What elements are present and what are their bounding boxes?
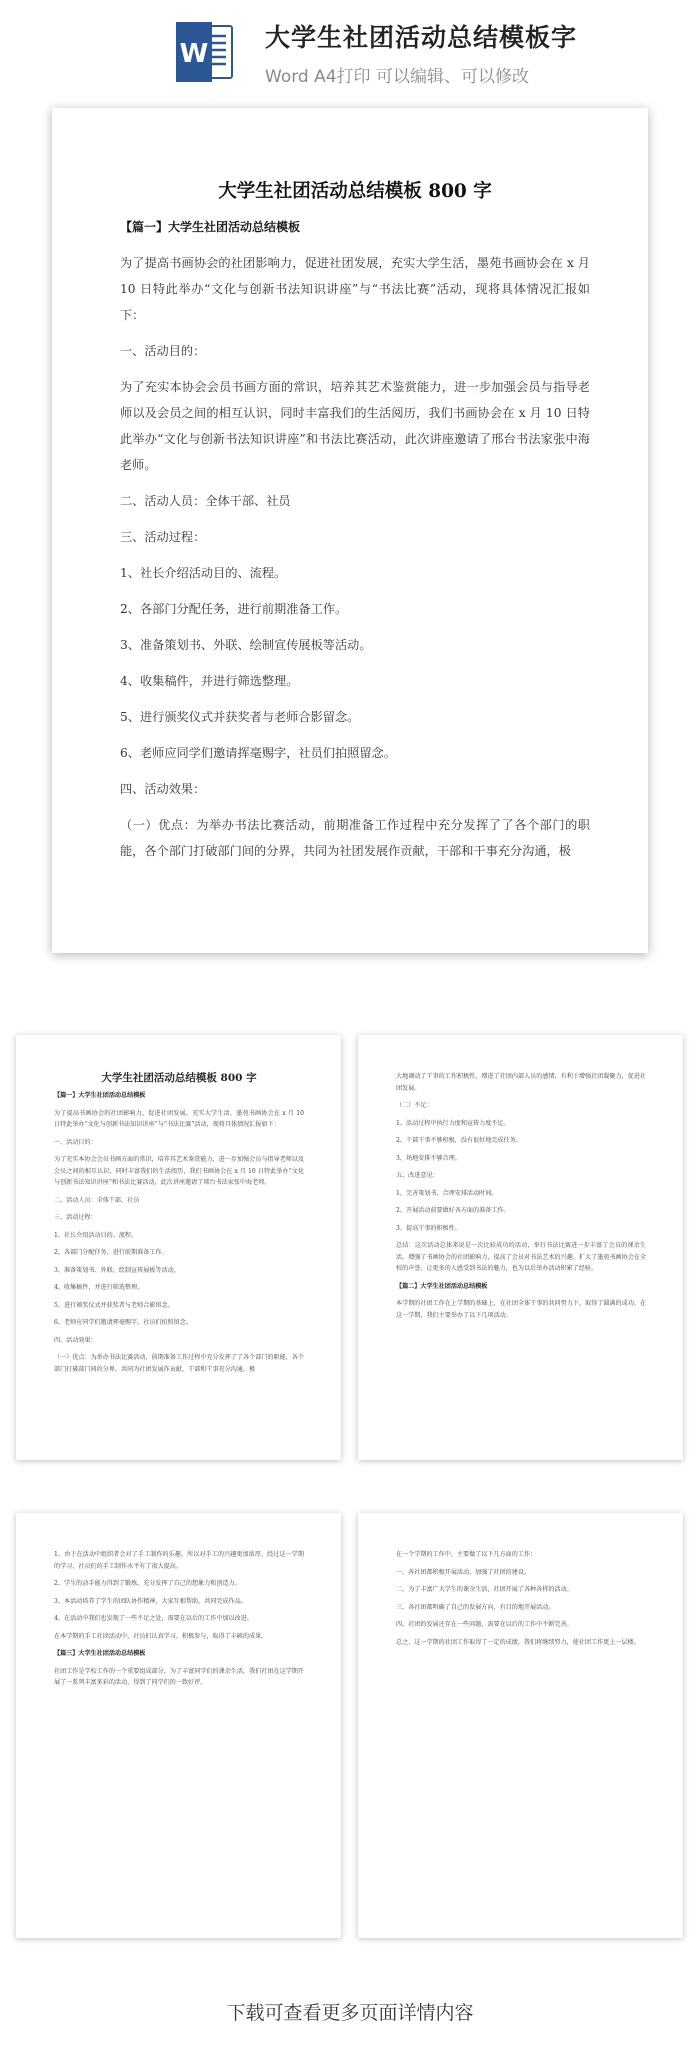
paragraph: 1、活动过程中执行力度和宣传力度不足。 (396, 1119, 510, 1127)
word-icon-letter: W (179, 39, 209, 69)
download-more-link[interactable]: 下载可查看更多页面详情内容 (226, 2002, 474, 2024)
paragraph: 一、活动目的： (120, 344, 206, 358)
header-title: 大学生社团活动总结模板字 (265, 23, 578, 52)
paragraph: 三、活动过程： (54, 1214, 97, 1221)
thumbnail-title: 大学生社团活动总结模板 800 字 (101, 1072, 257, 1084)
paragraph: 5、进行颁奖仪式并获奖者与老师合影留念。 (54, 1301, 174, 1309)
paragraph: 3、本活动培养了学生的团队协作精神，大家互相帮助，共同完成作品。 (54, 1597, 247, 1605)
paragraph: 2、各部门分配任务，进行前期准备工作。 (120, 602, 348, 616)
paragraph: 2、开展活动前要做好各方面的准备工作。 (396, 1207, 510, 1214)
page-thumbnail-2[interactable] (358, 1035, 683, 1460)
paragraph: 3、准备策划书、外联、绘制宣传展板等活动。 (54, 1266, 180, 1274)
paragraph: 大地调动了干事的工作积极性，增进了社团内部人员的感情，有利于增强社团凝聚力，促进社团发展。 (396, 1073, 646, 1092)
paragraph: 3、准备策划书、外联、绘制宣传展板等活动。 (120, 638, 372, 652)
main-page-content (120, 178, 590, 874)
paragraph: （一）优点：为举办书法比赛活动，前期准备工作过程中充分发挥了了各个部门的职能，各个部门打破部门间的分界，共同为社团发展作贡献，干部和干事充分沟通，极 (120, 818, 590, 858)
paragraph: 在本学期的手工社团活动中，社员们认真学习，积极参与，取得了丰硕的成果。 (54, 1632, 268, 1640)
thumbnail-content (396, 1549, 646, 1654)
paragraph: 6、老师应同学们邀请挥毫赐字，社员们拍照留念。 (120, 746, 396, 760)
paragraph: 3、场地安排不够合理。 (396, 1154, 461, 1162)
paragraph: 为了提高书画协会的社团影响力，促进社团发展，充实大学生活，墨苑书画协会在 x 月 10 日特此举办“文化与创新书法知识讲座”与“书法比赛”活动，现将具体情况汇报如下： (54, 1109, 304, 1128)
thumbnail-body (396, 1549, 646, 1648)
paragraph: 五、改进意见： (396, 1172, 439, 1179)
paragraph: 2、各部门分配任务，进行前期准备工作。 (54, 1249, 168, 1256)
paragraph: 三、各社团都明确了自己的发展方向，有目的地开展活动。 (396, 1603, 555, 1611)
paragraph: 一、各社团都积极开展活动，加强了社团的建设。 (396, 1568, 531, 1576)
thumbnail-content (54, 1549, 304, 1695)
header-subtitle: Word A4打印 可以编辑、可以修改 (265, 67, 529, 87)
paragraph: 为了充实本协会会员书画方面的常识，培养其艺术鉴赏能力，进一步加强会员与指导老师以及会员之间的相互认识，同时丰富我们的生活阅历，我们书画协会在 x 月 10 日特此举办“文化与创新书法知识讲座”和书法比赛活动，此次讲座邀请了邢台书法家张中海老师。 (120, 380, 590, 472)
section-heading: 【篇三】大学生社团活动总结模板 (54, 1650, 146, 1657)
thumbnail-body (396, 1071, 646, 1321)
document-body (120, 214, 590, 864)
page-thumbnail-4[interactable] (358, 1513, 683, 1938)
paragraph: 二、活动人员：全体干部、社员 (54, 1196, 140, 1204)
page-thumbnail-3[interactable] (16, 1513, 341, 1938)
page-thumbnail-1[interactable] (16, 1035, 341, 1460)
paragraph: （一）优点：为举办书法比赛活动，前期准备工作过程中充分发挥了了各个部门的职能，各个部门打破部门间的分界，共同为社团发展作贡献，干部和干事充分沟通，极 (54, 1354, 304, 1373)
paragraph: 四、社团的发展还存在一些问题，需要在以后的工作中不断完善。 (396, 1621, 573, 1628)
section-heading: 【篇一】大学生社团活动总结模板 (120, 220, 301, 234)
paragraph: 总之，这一学期的社团工作取得了一定的成绩，我们将继续努力，使社团工作更上一层楼。 (396, 1638, 640, 1646)
paragraph: 4、收集稿件，并进行筛选整理。 (54, 1284, 144, 1291)
paragraph: 本学期的社团工作在上学期的基础上，在社团全体干事的共同努力下，取得了圆满的成功。在这一学期，我们主要举办了以下几项活动。 (396, 1300, 646, 1319)
thumbnail-content (396, 1071, 646, 1327)
word-document-icon (174, 20, 236, 84)
paragraph: 二、活动人员：全体干部、社员 (120, 494, 291, 508)
paragraph: 6、老师应同学们邀请挥毫赐字，社员们拍照留念。 (54, 1319, 192, 1326)
paragraph: 为了提高书画协会的社团影响力，促进社团发展，充实大学生活，墨苑书画协会在 x 月 10 日特此举办“文化与创新书法知识讲座”与“书法比赛”活动，现将具体情况汇报如下： (120, 256, 590, 322)
paragraph: 四、活动效果： (120, 782, 206, 796)
section-heading: 【篇二】大学生社团活动总结模板 (396, 1282, 488, 1290)
thumbnail-content (54, 1071, 304, 1381)
paragraph: 2、干部干事不够积极，没有很好地完成任务。 (396, 1137, 522, 1144)
paragraph: （二）不足： (396, 1102, 433, 1109)
paragraph: 一、活动目的： (54, 1138, 97, 1146)
paragraph: 3、提高干事的积极性。 (396, 1224, 461, 1232)
paragraph: 为了充实本协会会员书画方面的常识，培养其艺术鉴赏能力，进一步加强会员与指导老师以及会员之间的相互认识，同时丰富我们的生活阅历，我们书画协会在 x 月 10 日特此举办“文化与创新书法知识讲座”和书法比赛活动，此次讲座邀请了邢台书法家张中海老师。 (54, 1156, 304, 1186)
header (0, 0, 700, 100)
paragraph: 1、社长介绍活动目的、流程。 (120, 566, 287, 580)
paragraph: 1、由于在活动中组织者会对了手工制作的乐趣，所以对手工的兴趣更加浓厚，经过这一学期的学习，社员们的手工制作水平有了很大提高。 (54, 1551, 304, 1570)
paragraph: 四、活动效果： (54, 1336, 97, 1344)
paragraph: 二、为了丰富广大学生的课余生活，社团开展了各种各样的活动。 (396, 1586, 573, 1593)
paragraph: 2、学生的动手能力得到了锻炼，充分发挥了自己的想象力和创造力。 (54, 1580, 241, 1587)
section-heading: 【篇一】大学生社团活动总结模板 (54, 1092, 146, 1099)
paragraph: 4、在活动中我们也发现了一些不足之处，需要在以后的工作中加以改进。 (54, 1615, 253, 1622)
paragraph: 1、社长介绍活动目的、流程。 (54, 1231, 138, 1239)
paragraph: 在一个学期的工作中，主要做了以下几方面的工作： (396, 1551, 537, 1558)
paragraph: 三、活动过程： (120, 530, 206, 544)
paragraph: 1、完善策划书，合理安排活动时间。 (396, 1189, 498, 1197)
paragraph: 社团工作是学校工作的一个重要组成部分，为了丰富同学们的课余生活，我们社团在这学期开展了一系列丰富多彩的活动，得到了同学们的一致好评。 (54, 1667, 304, 1686)
thumbnail-body (54, 1549, 304, 1689)
main-page-preview[interactable] (52, 108, 648, 953)
thumbnail-body (54, 1090, 304, 1375)
paragraph: 5、进行颁奖仪式并获奖者与老师合影留念。 (120, 710, 360, 724)
document-title: 大学生社团活动总结模板 800 字 (218, 181, 492, 202)
paragraph: 4、收集稿件，并进行筛选整理。 (120, 674, 299, 688)
paragraph: 总结：这次活动总体来说是一次比较成功的活动，举行书法比赛进一步丰富了会员的课余生活，增强了书画协会的社团影响力，提高了会员对书法艺术的兴趣，扩大了墨苑书画协会在全校的声誉，让更多的人感受到书法的魅力，也为以后举办活动积累了经验。 (396, 1242, 646, 1272)
